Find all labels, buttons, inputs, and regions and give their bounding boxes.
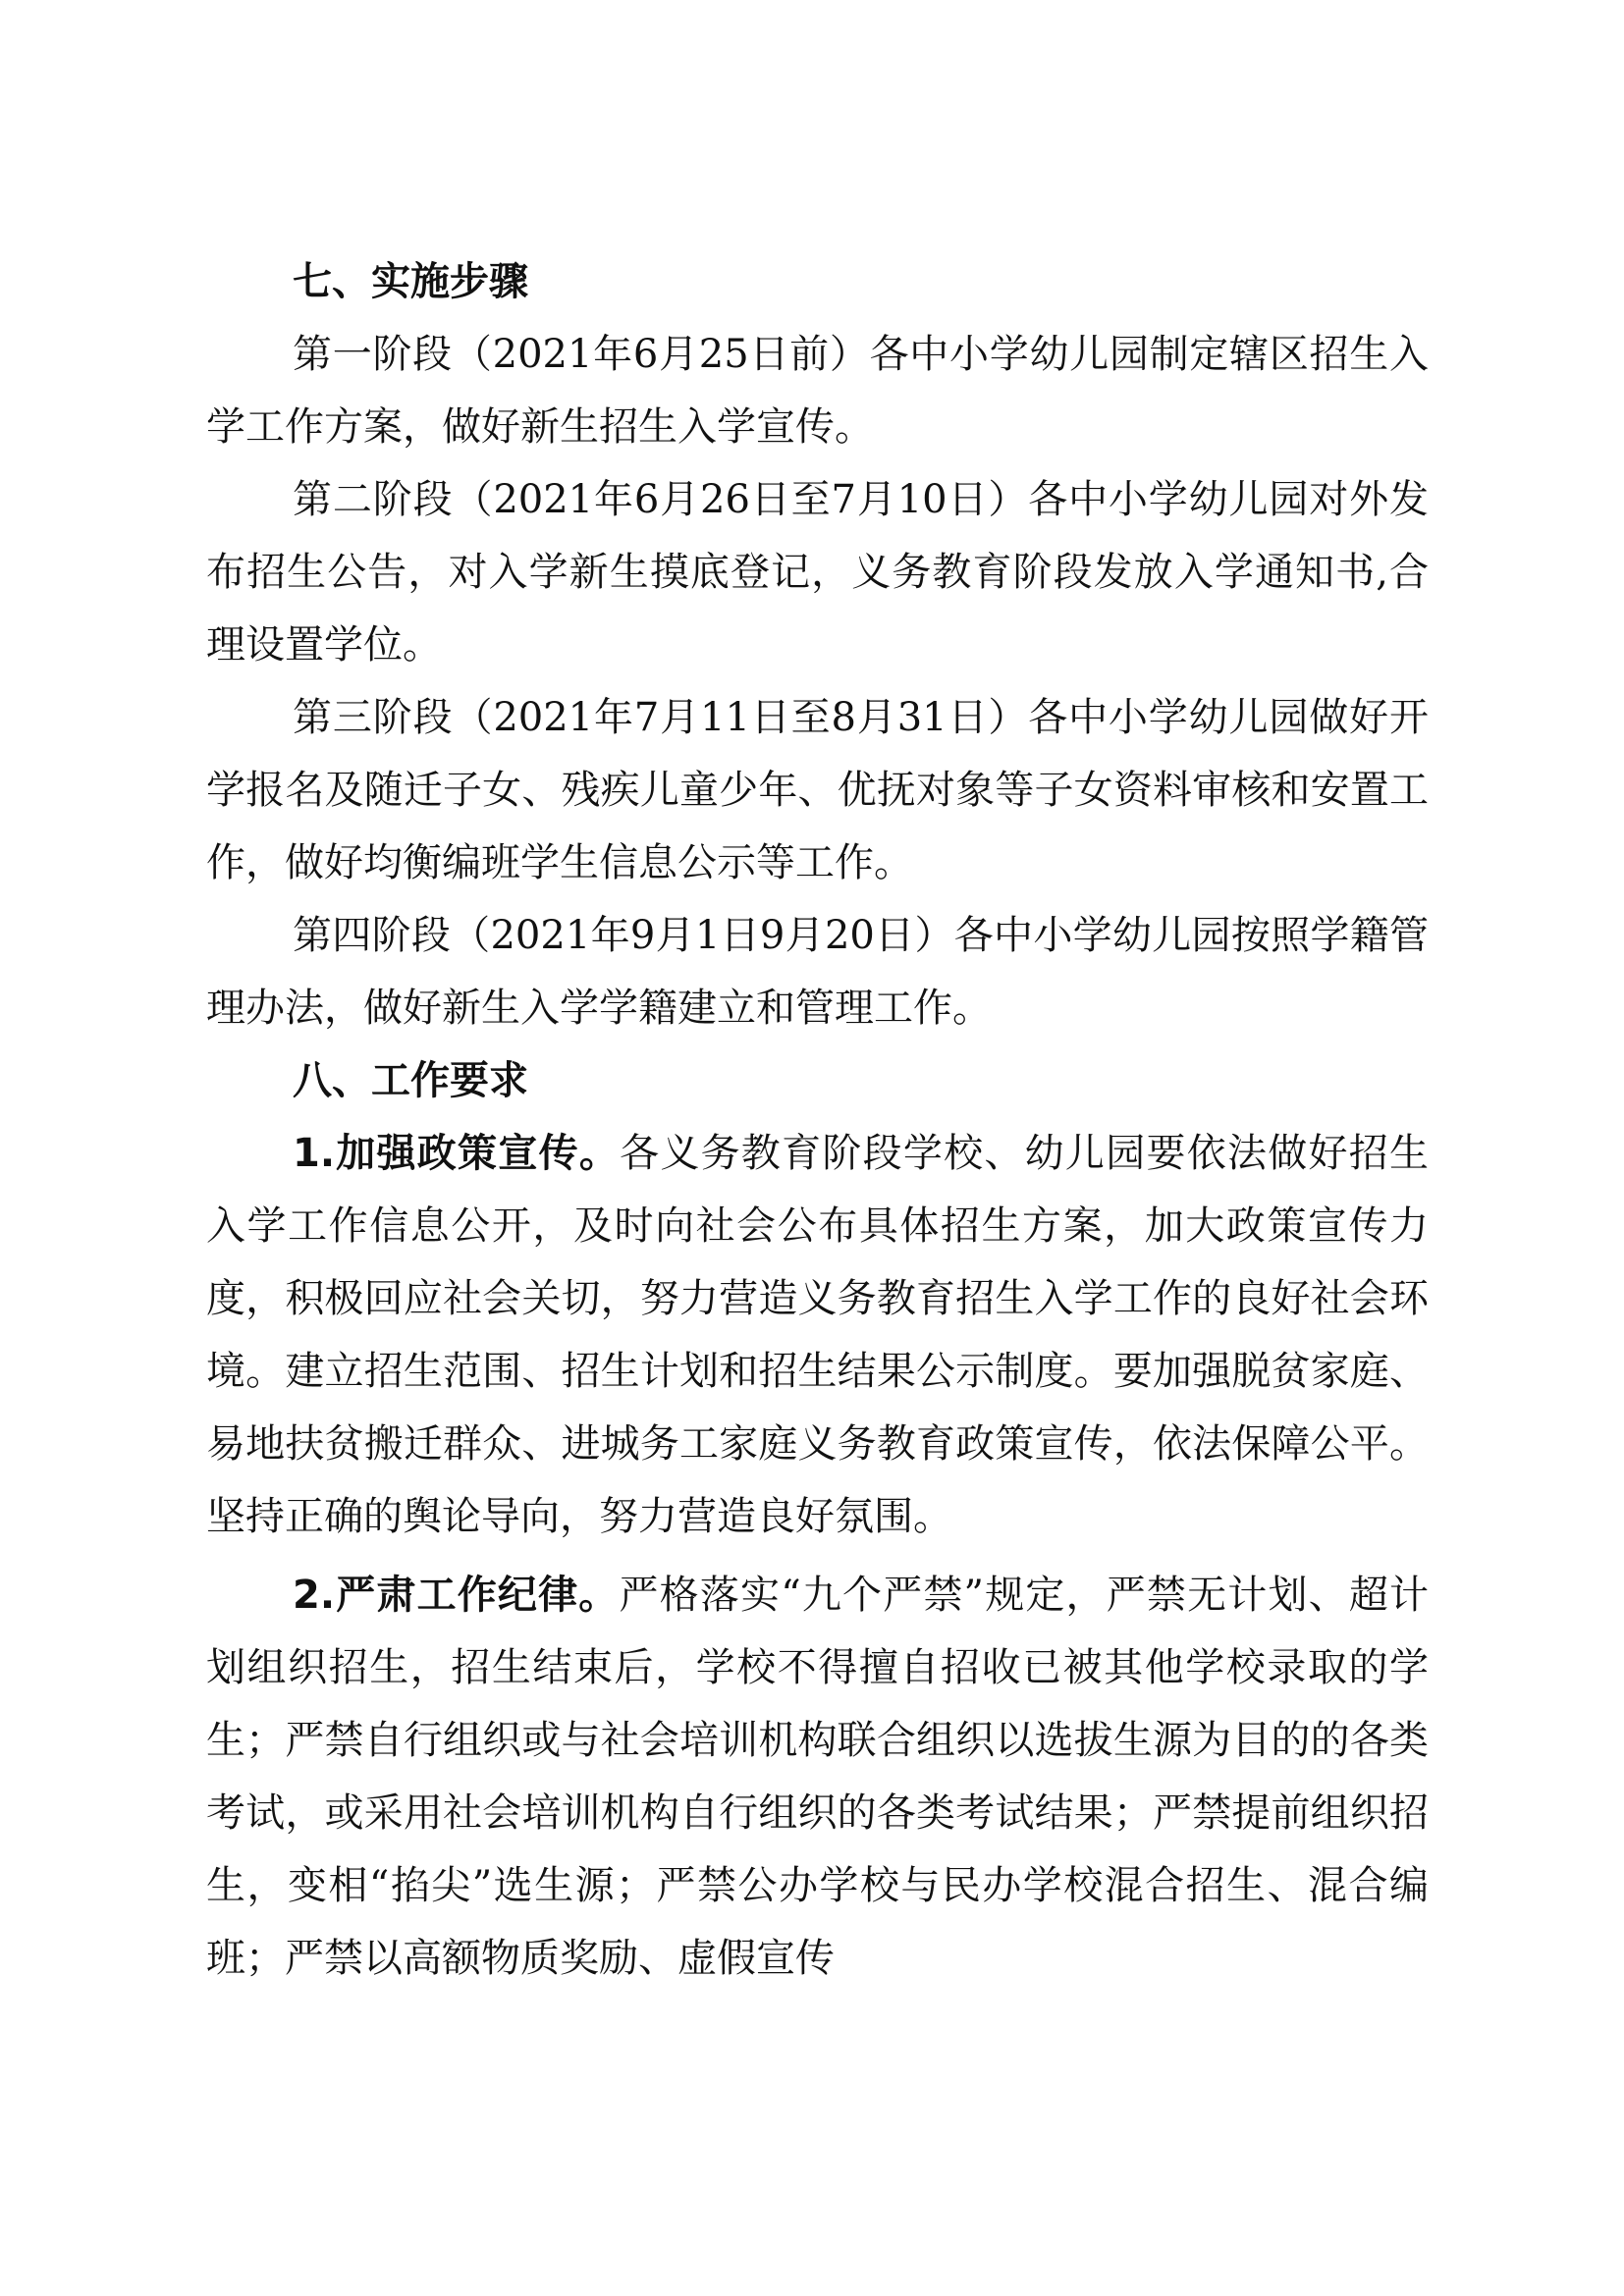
requirement-1-lead: 1.加强政策宣传。 — [293, 1131, 621, 1176]
requirement-paragraph-1 — [206, 1117, 1429, 1553]
requirement-paragraph-2 — [206, 1559, 1429, 1995]
step-paragraph-1: 第一阶段（2021年6月25日前）各中小学幼儿园制定辖区招生入学工作方案，做好新生招生入学宣传。 — [206, 332, 1429, 450]
section-heading-steps: 七、实施步骤 — [293, 259, 528, 304]
section-heading-requirements: 八、工作要求 — [293, 1058, 528, 1103]
requirement-1-body: 各义务教育阶段学校、幼儿园要依法做好招生入学工作信息公开，及时向社会公布具体招生方案，加大政策宣传力度，积极回应社会关切，努力营造义务教育招生入学工作的良好社会环境。建立招生范围、招生计划和招生结果公示制度。要加强脱贫家庭、易地扶贫搬迁群众、进城务工家庭义务教育政策宣传，依法保障公平。坚持正确的舆论导向，努力营造良好氛围。 — [206, 1131, 1429, 1539]
document-page — [206, 245, 1429, 1995]
step-paragraph-2: 第二阶段（2021年6月26日至7月10日）各中小学幼儿园对外发布招生公告，对入学新生摸底登记，义务教育阶段发放入学通知书,合理设置学位。 — [206, 477, 1429, 667]
step-paragraph-3: 第三阶段（2021年7月11日至8月31日）各中小学幼儿园做好开学报名及随迁子女、残疾儿童少年、优抚对象等子女资料审核和安置工作，做好均衡编班学生信息公示等工作。 — [206, 695, 1429, 885]
step-paragraph-4: 第四阶段（2021年9月1日9月20日）各中小学幼儿园按照学籍管理办法，做好新生入学学籍建立和管理工作。 — [206, 913, 1429, 1031]
requirement-2-body: 严格落实“九个严禁”规定，严禁无计划、超计划组织招生，招生结束后，学校不得擅自招收已被其他学校录取的学生；严禁自行组织或与社会培训机构联合组织以选拔生源为目的的各类考试，或采用社会培训机构自行组织的各类考试结果；严禁提前组织招生，变相“掐尖”选生源；严禁公办学校与民办学校混合招生、混合编班；严禁以高额物质奖励、虚假宣传 — [206, 1573, 1429, 1981]
requirement-2-lead: 2.严肃工作纪律。 — [293, 1573, 620, 1618]
